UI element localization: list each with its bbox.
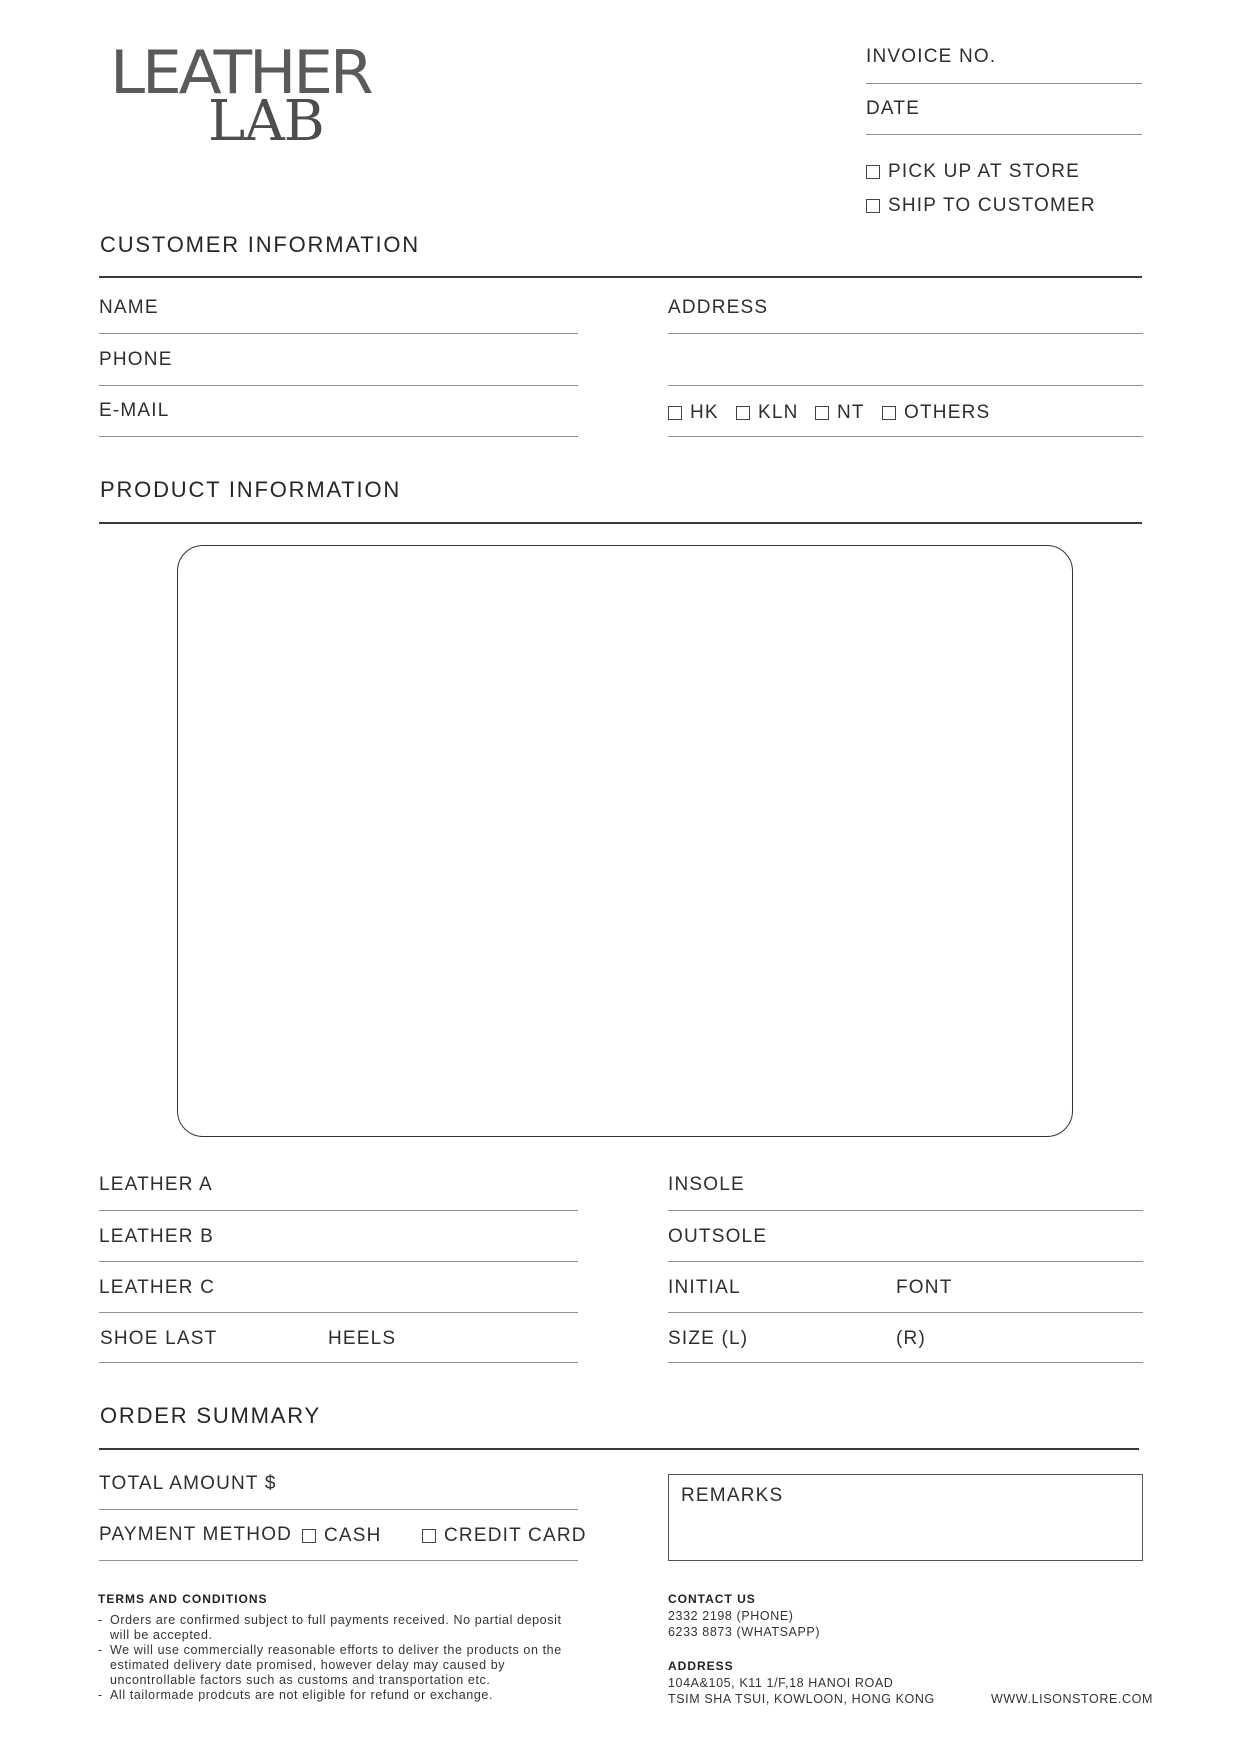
region-hk-label: HK bbox=[690, 402, 719, 423]
contact-title: CONTACT US bbox=[668, 1592, 756, 1606]
leather-c-label: LEATHER C bbox=[99, 1277, 216, 1298]
heels-label: HEELS bbox=[328, 1328, 397, 1349]
terms-list bbox=[98, 1613, 584, 1703]
product-section-rule bbox=[99, 522, 1142, 524]
leather-c-line[interactable] bbox=[99, 1312, 578, 1313]
customer-section-rule bbox=[99, 276, 1142, 278]
initial-label: INITIAL bbox=[668, 1277, 741, 1298]
outsole-line[interactable] bbox=[668, 1261, 1143, 1262]
size-right-label: (R) bbox=[896, 1328, 926, 1349]
brand-logo-line1: LEATHER bbox=[110, 38, 371, 108]
invoice-no-label: INVOICE NO. bbox=[866, 46, 997, 67]
pickup-option[interactable] bbox=[866, 161, 1080, 183]
leather-a-label: LEATHER A bbox=[99, 1174, 213, 1195]
total-amount-label: TOTAL AMOUNT $ bbox=[99, 1473, 277, 1494]
email-line[interactable] bbox=[99, 436, 578, 437]
phone-line[interactable] bbox=[99, 385, 578, 386]
leather-a-line[interactable] bbox=[99, 1210, 578, 1211]
payment-method-line bbox=[99, 1560, 578, 1561]
insole-line[interactable] bbox=[668, 1210, 1143, 1211]
leather-b-label: LEATHER B bbox=[99, 1226, 214, 1247]
customer-section-title: CUSTOMER INFORMATION bbox=[100, 232, 420, 257]
shoe-last-heels-line[interactable] bbox=[99, 1362, 578, 1363]
initial-font-line[interactable] bbox=[668, 1312, 1143, 1313]
region-nt-checkbox[interactable] bbox=[815, 406, 829, 420]
region-kln-checkbox[interactable] bbox=[736, 406, 750, 420]
remarks-label: REMARKS bbox=[681, 1485, 784, 1506]
address-line-1[interactable] bbox=[668, 333, 1143, 334]
ship-label: SHIP TO CUSTOMER bbox=[888, 195, 1096, 216]
region-others-label: OTHERS bbox=[904, 402, 991, 423]
product-section-title: PRODUCT INFORMATION bbox=[100, 477, 402, 502]
credit-card-label: CREDIT CARD bbox=[444, 1525, 587, 1546]
contact-whatsapp: 6233 8873 (WHATSAPP) bbox=[668, 1625, 821, 1639]
pickup-checkbox[interactable] bbox=[866, 165, 880, 179]
ship-checkbox[interactable] bbox=[866, 199, 880, 213]
invoice-no-line[interactable] bbox=[866, 83, 1142, 84]
store-address-line1: 104A&105, K11 1/F,18 HANOI ROAD bbox=[668, 1676, 894, 1690]
region-kln-option[interactable] bbox=[736, 402, 799, 424]
brand-logo bbox=[110, 38, 371, 154]
pickup-label: PICK UP AT STORE bbox=[888, 161, 1081, 182]
cash-checkbox[interactable] bbox=[302, 1529, 316, 1543]
terms-item: - We will use commercially reasonable efforts to deliver the products on the estimated delivery date promised, however delay may caused by uncontrollable factors such as customs and transportation etc. bbox=[98, 1643, 562, 1687]
region-others-checkbox[interactable] bbox=[882, 406, 896, 420]
contact-phone: 2332 2198 (PHONE) bbox=[668, 1609, 794, 1623]
size-line[interactable] bbox=[668, 1362, 1143, 1363]
address-title: ADDRESS bbox=[668, 1659, 734, 1673]
outsole-label: OUTSOLE bbox=[668, 1226, 768, 1247]
terms-item: - All tailormade prodcuts are not eligible for refund or exchange. bbox=[98, 1688, 494, 1702]
region-hk-option[interactable] bbox=[668, 402, 719, 424]
name-line[interactable] bbox=[99, 333, 578, 334]
leather-b-line[interactable] bbox=[99, 1261, 578, 1262]
date-label: DATE bbox=[866, 98, 921, 119]
store-address-line2: TSIM SHA TSUI, KOWLOON, HONG KONG bbox=[668, 1692, 935, 1706]
address-label: ADDRESS bbox=[668, 297, 769, 318]
terms-title: TERMS AND CONDITIONS bbox=[98, 1592, 268, 1606]
region-hk-checkbox[interactable] bbox=[668, 406, 682, 420]
remarks-box[interactable] bbox=[668, 1474, 1143, 1561]
region-kln-label: KLN bbox=[758, 402, 799, 423]
phone-label: PHONE bbox=[99, 349, 173, 370]
cash-label: CASH bbox=[324, 1525, 382, 1546]
region-others-option[interactable] bbox=[882, 402, 990, 424]
credit-card-option[interactable] bbox=[422, 1525, 587, 1547]
region-nt-label: NT bbox=[837, 402, 865, 423]
email-label: E-MAIL bbox=[99, 400, 170, 421]
product-sketch-area[interactable] bbox=[177, 545, 1073, 1137]
terms-item: - Orders are confirmed subject to full payments received. No partial deposit will be accepted. bbox=[98, 1613, 562, 1642]
insole-label: INSOLE bbox=[668, 1174, 745, 1195]
summary-section-rule bbox=[99, 1448, 1139, 1450]
shoe-last-label: SHOE LAST bbox=[100, 1328, 218, 1349]
credit-card-checkbox[interactable] bbox=[422, 1529, 436, 1543]
size-left-label: SIZE (L) bbox=[668, 1328, 749, 1349]
ship-option[interactable] bbox=[866, 195, 1096, 217]
summary-section-title: ORDER SUMMARY bbox=[100, 1403, 322, 1428]
region-line bbox=[668, 436, 1143, 437]
cash-option[interactable] bbox=[302, 1525, 382, 1547]
name-label: NAME bbox=[99, 297, 159, 318]
total-amount-line[interactable] bbox=[99, 1509, 578, 1510]
brand-logo-line2: LAB bbox=[208, 89, 324, 154]
region-nt-option[interactable] bbox=[815, 402, 865, 424]
payment-method-label: PAYMENT METHOD bbox=[99, 1524, 293, 1545]
website-link[interactable]: WWW.LISONSTORE.COM bbox=[991, 1692, 1153, 1706]
font-label: FONT bbox=[896, 1277, 953, 1298]
address-line-2[interactable] bbox=[668, 385, 1143, 386]
date-line[interactable] bbox=[866, 134, 1142, 135]
